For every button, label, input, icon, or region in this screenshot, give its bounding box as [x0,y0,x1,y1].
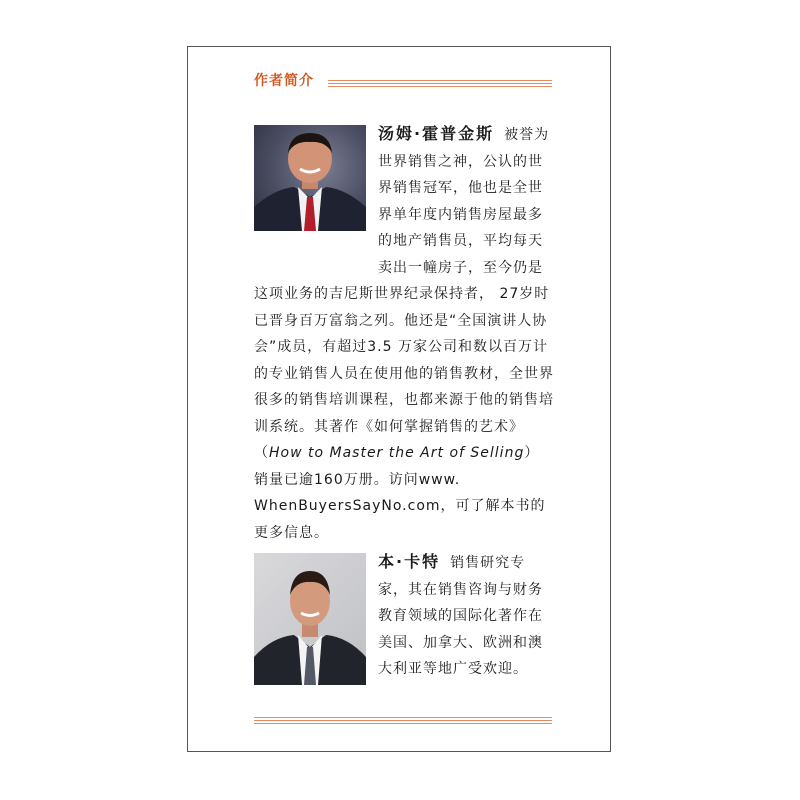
author2-bio [254,549,554,684]
photo-wrap-space [254,124,378,280]
title-rule [328,80,552,87]
book-page [187,46,611,752]
book-title-english: How to Master the Art of Selling [269,445,525,461]
section-title: 作者简介 [254,73,314,89]
photo-wrap-space [254,552,378,684]
author1-name: 汤姆·霍普金斯 [378,124,495,143]
author1-bio [254,121,554,546]
author2-bio-text: 销售研究专家，其在销售咨询与财务教育领域的国际化著作在美国、加拿大、欧洲和澳大利亚等地广受欢迎。 [378,555,543,677]
author2-name: 本·卡特 [378,552,441,571]
footer-rule [254,717,552,724]
author1-bio-text-end: ）销量已逾160万册。访问www. WhenBuyersSayNo.com，可了解本书的更多信息。 [254,445,546,541]
author1-bio-text: 被誉为世界销售之神，公认的世界销售冠军，他也是全世界单年度内销售房屋最多的地产销售员，平均每天卖出一幢房子，至今仍是这项业务的吉尼斯世界纪录保持者， 27岁时已晋身百万富翁之列。他还是“全国演讲人协会”成员，有超过3.5 万家公司和数以百万计的专业销售人员在使用他的销售教材，全世界很多的销售培训课程，也都来源于他的销售培训系统。其著作《如何掌握销售的艺术》（ [254,127,554,461]
